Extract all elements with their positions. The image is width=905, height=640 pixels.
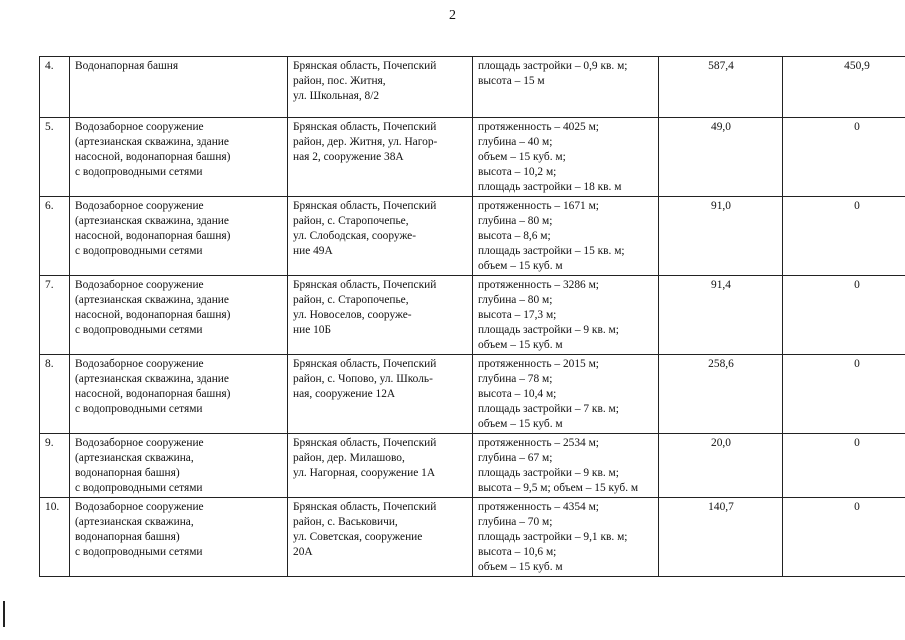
characteristic-line: глубина – 40 м; <box>478 136 553 148</box>
value-1-cell <box>659 276 783 355</box>
row-number: 5. <box>45 121 54 133</box>
object-name-cell <box>70 355 288 434</box>
object-name-line: Водозаборное сооружение <box>75 501 204 513</box>
object-name-line: с водопроводными сетями <box>75 482 203 494</box>
address-cell <box>288 434 473 498</box>
characteristic-line: площадь застройки – 7 кв. м; <box>478 403 619 415</box>
characteristic-line: высота – 8,6 м; <box>478 230 551 242</box>
object-name-cell <box>70 498 288 577</box>
value-2: 0 <box>854 121 860 133</box>
page-number: 2 <box>449 8 456 23</box>
value-2: 0 <box>854 279 860 291</box>
characteristic-line: площадь застройки – 9,1 кв. м; <box>478 531 628 543</box>
object-name-line: насосной, водонапорная башня) <box>75 230 231 242</box>
address-cell <box>288 355 473 434</box>
characteristics-cell <box>473 57 659 118</box>
registry-table-body <box>40 57 905 577</box>
value-1-cell <box>659 57 783 118</box>
characteristic-line: протяженность – 3286 м; <box>478 279 599 291</box>
row-number: 4. <box>45 60 54 72</box>
object-name-cell <box>70 57 288 118</box>
characteristics-cell <box>473 434 659 498</box>
characteristic-line: объем – 15 куб. м <box>478 260 563 272</box>
address-cell <box>288 57 473 118</box>
characteristic-line: протяженность – 2015 м; <box>478 358 599 370</box>
object-name-line: (артезианская скважина, здание <box>75 215 229 227</box>
address-line: район, пос. Житня, <box>293 75 386 87</box>
characteristic-line: протяженность – 2534 м; <box>478 437 599 449</box>
table-row <box>40 197 905 276</box>
characteristic-line: площадь застройки – 9 кв. м; <box>478 467 619 479</box>
value-1: 91,4 <box>711 279 731 291</box>
characteristic-line: протяженность – 1671 м; <box>478 200 599 212</box>
object-name-line: водонапорная башня) <box>75 531 180 543</box>
table-row <box>40 276 905 355</box>
object-name-line: Водозаборное сооружение <box>75 358 204 370</box>
object-name-line: Водозаборное сооружение <box>75 200 204 212</box>
row-number-cell <box>40 57 70 118</box>
value-2: 450,9 <box>844 60 870 72</box>
object-name-cell <box>70 276 288 355</box>
value-2-cell <box>783 355 905 434</box>
characteristic-line: площадь застройки – 0,9 кв. м; <box>478 60 628 72</box>
object-name-line: насосной, водонапорная башня) <box>75 151 231 163</box>
address-line: 20А <box>293 546 313 558</box>
address-line: Брянская область, Почепский <box>293 60 437 72</box>
table-row <box>40 434 905 498</box>
table-row <box>40 57 905 118</box>
characteristic-line: глубина – 80 м; <box>478 294 553 306</box>
address-line: ул. Школьная, 8/2 <box>293 90 380 102</box>
value-1-cell <box>659 434 783 498</box>
row-number-cell <box>40 355 70 434</box>
characteristic-line: площадь застройки – 15 кв. м; <box>478 245 625 257</box>
address-line: район, с. Чопово, ул. Школь- <box>293 373 433 385</box>
row-number-cell <box>40 118 70 197</box>
address-line: район, с. Старопочепье, <box>293 294 409 306</box>
characteristic-line: высота – 17,3 м; <box>478 309 557 321</box>
object-name-line: насосной, водонапорная башня) <box>75 388 231 400</box>
characteristic-line: объем – 15 куб. м <box>478 339 563 351</box>
characteristics-cell <box>473 355 659 434</box>
characteristic-line: высота – 10,2 м; <box>478 166 557 178</box>
object-name-cell <box>70 118 288 197</box>
value-2-cell <box>783 498 905 577</box>
value-1-cell <box>659 355 783 434</box>
value-2-cell <box>783 57 905 118</box>
address-line: Брянская область, Почепский <box>293 121 437 133</box>
address-line: Брянская область, Почепский <box>293 437 437 449</box>
object-name-line: Водозаборное сооружение <box>75 121 204 133</box>
address-line: Брянская область, Почепский <box>293 200 437 212</box>
value-1: 91,0 <box>711 200 731 212</box>
object-name-line: Водонапорная башня <box>75 60 179 72</box>
address-line: ние 10Б <box>293 324 332 336</box>
row-number: 9. <box>45 437 54 449</box>
address-line: ул. Новоселов, сооруже- <box>293 309 412 321</box>
address-line: ул. Слободская, сооруже- <box>293 230 417 242</box>
address-cell <box>288 498 473 577</box>
characteristic-line: объем – 15 куб. м <box>478 561 563 573</box>
property-registry-table <box>39 56 905 577</box>
address-cell <box>288 276 473 355</box>
address-line: ная, сооружение 12А <box>293 388 396 400</box>
row-number: 6. <box>45 200 54 212</box>
address-line: район, с. Старопочепье, <box>293 215 409 227</box>
characteristic-line: глубина – 80 м; <box>478 215 553 227</box>
value-2: 0 <box>854 501 860 513</box>
address-line: Брянская область, Почепский <box>293 358 437 370</box>
characteristic-line: протяженность – 4025 м; <box>478 121 599 133</box>
value-2-cell <box>783 276 905 355</box>
characteristic-line: протяженность – 4354 м; <box>478 501 599 513</box>
object-name-line: с водопроводными сетями <box>75 324 203 336</box>
address-cell <box>288 118 473 197</box>
object-name-cell <box>70 434 288 498</box>
address-line: ние 49А <box>293 245 333 257</box>
value-2: 0 <box>854 200 860 212</box>
characteristic-line: глубина – 70 м; <box>478 516 553 528</box>
characteristic-line: объем – 15 куб. м <box>478 418 563 430</box>
characteristic-line: высота – 15 м <box>478 75 545 87</box>
row-number-cell <box>40 197 70 276</box>
characteristic-line: площадь застройки – 18 кв. м <box>478 181 622 193</box>
characteristics-cell <box>473 118 659 197</box>
characteristics-cell <box>473 197 659 276</box>
value-1-cell <box>659 498 783 577</box>
row-number-cell <box>40 276 70 355</box>
table-row <box>40 118 905 197</box>
value-2-cell <box>783 118 905 197</box>
address-line: ул. Нагорная, сооружение 1А <box>293 467 436 479</box>
address-line: ул. Советская, сооружение <box>293 531 423 543</box>
row-number: 10. <box>45 501 60 513</box>
object-name-line: с водопроводными сетями <box>75 546 203 558</box>
address-cell <box>288 197 473 276</box>
characteristic-line: высота – 10,6 м; <box>478 546 557 558</box>
object-name-line: (артезианская скважина, здание <box>75 294 229 306</box>
address-line: Брянская область, Почепский <box>293 501 437 513</box>
object-name-line: (артезианская скважина, здание <box>75 136 229 148</box>
characteristic-line: высота – 9,5 м; объем – 15 куб. м <box>478 482 639 494</box>
table-row <box>40 498 905 577</box>
characteristics-cell <box>473 498 659 577</box>
characteristic-line: площадь застройки – 9 кв. м; <box>478 324 619 336</box>
value-2: 0 <box>854 358 860 370</box>
row-number: 7. <box>45 279 54 291</box>
value-1: 49,0 <box>711 121 731 133</box>
object-name-line: насосной, водонапорная башня) <box>75 309 231 321</box>
object-name-line: (артезианская скважина, здание <box>75 373 229 385</box>
value-1: 258,6 <box>708 358 734 370</box>
row-number: 8. <box>45 358 54 370</box>
value-1: 20,0 <box>711 437 731 449</box>
address-line: район, дер. Милашово, <box>293 452 405 464</box>
address-line: Брянская область, Почепский <box>293 279 437 291</box>
characteristics-cell <box>473 276 659 355</box>
value-1-cell <box>659 118 783 197</box>
row-number-cell <box>40 434 70 498</box>
value-2-cell <box>783 197 905 276</box>
object-name-line: с водопроводными сетями <box>75 166 203 178</box>
margin-scan-mark <box>3 601 5 627</box>
object-name-line: Водозаборное сооружение <box>75 279 204 291</box>
value-1-cell <box>659 197 783 276</box>
object-name-line: с водопроводными сетями <box>75 245 203 257</box>
table-row <box>40 355 905 434</box>
row-number-cell <box>40 498 70 577</box>
value-1: 140,7 <box>708 501 734 513</box>
characteristic-line: глубина – 78 м; <box>478 373 553 385</box>
characteristic-line: глубина – 67 м; <box>478 452 553 464</box>
value-2: 0 <box>854 437 860 449</box>
characteristic-line: высота – 10,4 м; <box>478 388 557 400</box>
value-1: 587,4 <box>708 60 734 72</box>
object-name-line: (артезианская скважина, <box>75 452 194 464</box>
object-name-line: с водопроводными сетями <box>75 403 203 415</box>
address-line: ная 2, сооружение 38А <box>293 151 404 163</box>
object-name-line: (артезианская скважина, <box>75 516 194 528</box>
address-line: район, дер. Житня, ул. Нагор- <box>293 136 438 148</box>
object-name-line: водонапорная башня) <box>75 467 180 479</box>
value-2-cell <box>783 434 905 498</box>
address-line: район, с. Васьковичи, <box>293 516 398 528</box>
object-name-cell <box>70 197 288 276</box>
object-name-line: Водозаборное сооружение <box>75 437 204 449</box>
characteristic-line: объем – 15 куб. м; <box>478 151 566 163</box>
